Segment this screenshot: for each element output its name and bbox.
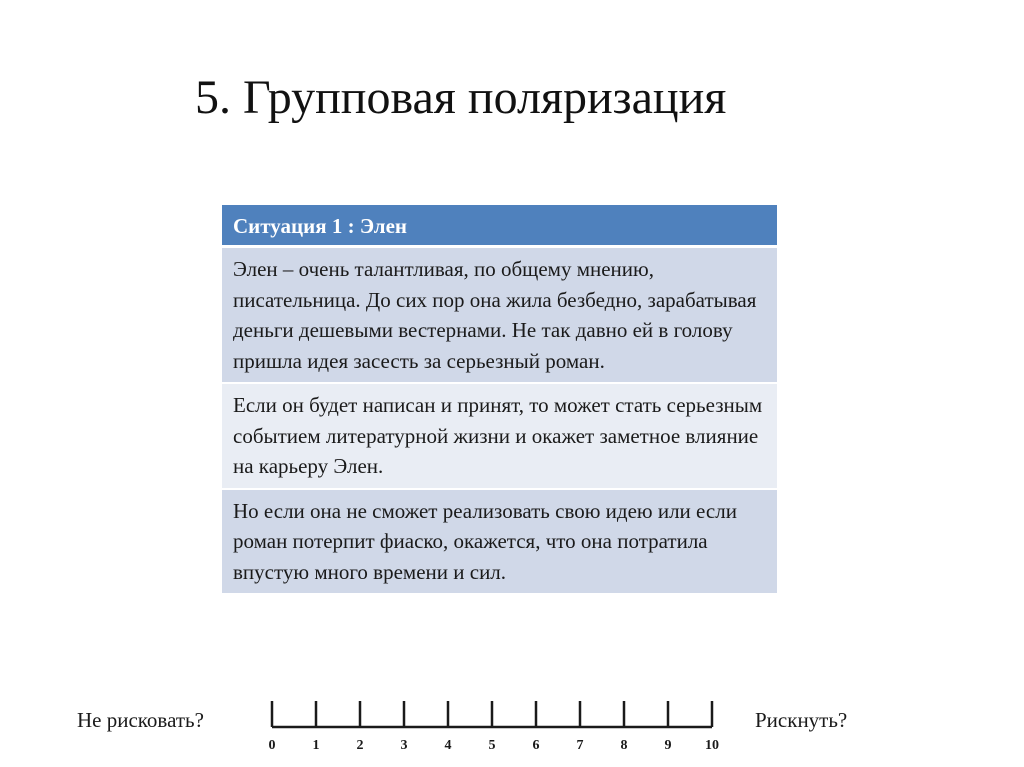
- scale-right-label: Рискнуть?: [755, 708, 848, 732]
- table-cell: Элен – очень талантливая, по общему мнению, писательница. До сих пор она жила безбедно, зарабатывая деньги дешевыми вестернами. Не так давно ей в голову пришла идея засесть за серьезный роман.: [222, 248, 777, 384]
- risk-scale-graphic: [260, 695, 730, 755]
- table-cell: Но если она не сможет реализовать свою идею или если роман потерпит фиаско, окажется, что она потратила впустую много времени и сил.: [222, 490, 777, 596]
- scenario-table: [222, 205, 777, 595]
- scale-tick-label: 4: [444, 738, 452, 753]
- scale-tick-label: 7: [576, 738, 584, 753]
- table-row: [222, 490, 777, 596]
- risk-scale: [260, 695, 730, 755]
- scale-tick-label: 10: [705, 738, 719, 753]
- slide-title: 5. Групповая поляризация: [195, 71, 727, 124]
- scale-tick-label: 2: [356, 738, 364, 753]
- scale-tick-label: 5: [488, 738, 496, 753]
- table-header-row: [222, 205, 777, 248]
- scale-tick-label: 0: [268, 738, 276, 753]
- table-row: [222, 248, 777, 384]
- scale-tick-label: 6: [532, 738, 540, 753]
- scale-tick-label: 9: [664, 738, 672, 753]
- scale-tick-label: 1: [312, 738, 320, 753]
- scale-tick-label: 3: [400, 738, 408, 753]
- table-row: [222, 384, 777, 490]
- scale-tick-label: 8: [620, 738, 628, 753]
- table-header: Ситуация 1 : Элен: [222, 205, 777, 248]
- table-cell: Если он будет написан и принят, то может стать серьезным событием литературной жизни и окажет заметное влияние на карьеру Элен.: [222, 384, 777, 490]
- scale-left-label: Не рисковать?: [77, 708, 204, 732]
